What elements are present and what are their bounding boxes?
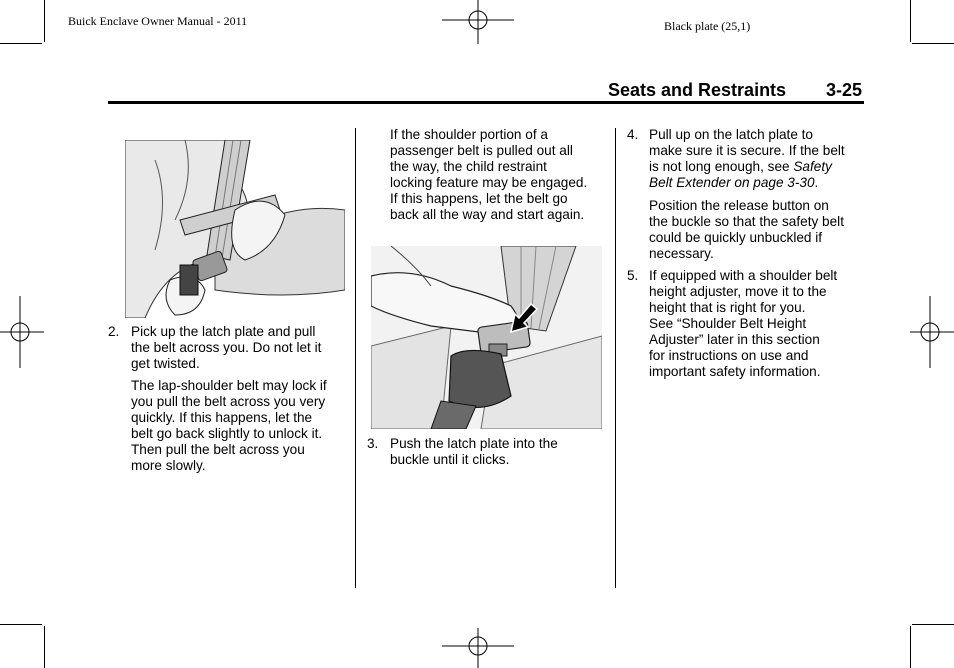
step-number: 4. (627, 127, 639, 142)
text-line: . (814, 175, 819, 190)
text-line: Position the release button on (649, 198, 829, 213)
step-2-text (131, 324, 321, 372)
text-line: for instructions on use and (649, 348, 809, 363)
step-number: 2. (108, 324, 120, 339)
cross-reference-link[interactable]: Belt Extender on page 3-30 (649, 175, 815, 190)
text-line: Pull up on the latch plate to (649, 127, 813, 142)
latch-buckle-illustration (371, 246, 602, 429)
text-line: If equipped with a shoulder belt (649, 268, 838, 283)
child-restraint-paragraph (390, 127, 587, 223)
text-line: Pick up the latch plate and pull (131, 324, 316, 339)
crop-mark (44, 626, 45, 668)
crop-mark (910, 0, 911, 42)
text-line: is not long enough, see (649, 159, 794, 174)
text-line: If this happens, let the belt go (390, 191, 568, 206)
text-line: important safety information. (649, 364, 821, 379)
text-line: quickly. If this happens, let the (131, 410, 313, 425)
crop-mark (910, 626, 911, 668)
text-line: back all the way and start again. (390, 207, 585, 222)
lock-warning-paragraph (131, 378, 327, 474)
crop-mark (0, 43, 42, 44)
column-divider (355, 128, 356, 588)
text-line: buckle until it clicks. (390, 452, 510, 467)
crop-mark (912, 624, 954, 625)
belt-across-illustration (125, 140, 345, 318)
text-line: the buckle so that the safety belt (649, 214, 844, 229)
manual-title: Buick Enclave Owner Manual - 2011 (68, 14, 248, 28)
column-divider (615, 128, 616, 588)
text-line: more slowly. (131, 458, 206, 473)
text-line: could be quickly unbuckled if (649, 230, 823, 245)
text-line: the belt across you. Do not let it (131, 340, 322, 355)
crop-mark (0, 624, 42, 625)
crop-mark (44, 0, 45, 42)
plate-label: Black plate (25,1) (664, 19, 751, 33)
step-number: 5. (627, 268, 639, 283)
text-line: Then pull the belt across you (131, 442, 305, 457)
text-line: passenger belt is pulled out all (390, 143, 573, 158)
text-line: get twisted. (131, 356, 200, 371)
registration-mark-top (442, 0, 514, 44)
crop-mark (912, 43, 954, 44)
registration-mark-bottom (442, 628, 514, 668)
text-line: Adjuster” later in this section (649, 332, 820, 347)
section-title: Seats and Restraints (608, 80, 787, 100)
text-line: locking feature may be engaged. (390, 175, 588, 190)
text-line: you pull the belt across you very (131, 394, 326, 409)
step-3-text (390, 436, 558, 468)
step-5-text (649, 268, 837, 380)
text-line: height that is right for you. (649, 300, 806, 315)
text-line: the way, the child restraint (390, 159, 547, 174)
registration-mark-right (910, 296, 954, 368)
text-line: If the shoulder portion of a (390, 127, 548, 142)
step-number: 3. (367, 436, 379, 451)
text-line: The lap-shoulder belt may lock if (131, 378, 327, 393)
step-4-text (649, 127, 845, 191)
text-line: make sure it is secure. If the belt (649, 143, 845, 158)
text-line: belt go back slightly to unlock it. (131, 426, 323, 441)
registration-mark-left (0, 296, 44, 368)
page-number: 3-25 (826, 80, 863, 100)
text-line: See “Shoulder Belt Height (649, 316, 807, 331)
text-line: necessary. (649, 246, 714, 261)
header-rule (108, 101, 864, 104)
release-button-paragraph (649, 198, 844, 262)
cross-reference-link[interactable]: Safety (793, 159, 832, 174)
text-line: Push the latch plate into the (390, 436, 558, 451)
text-line: height adjuster, move it to the (649, 284, 827, 299)
